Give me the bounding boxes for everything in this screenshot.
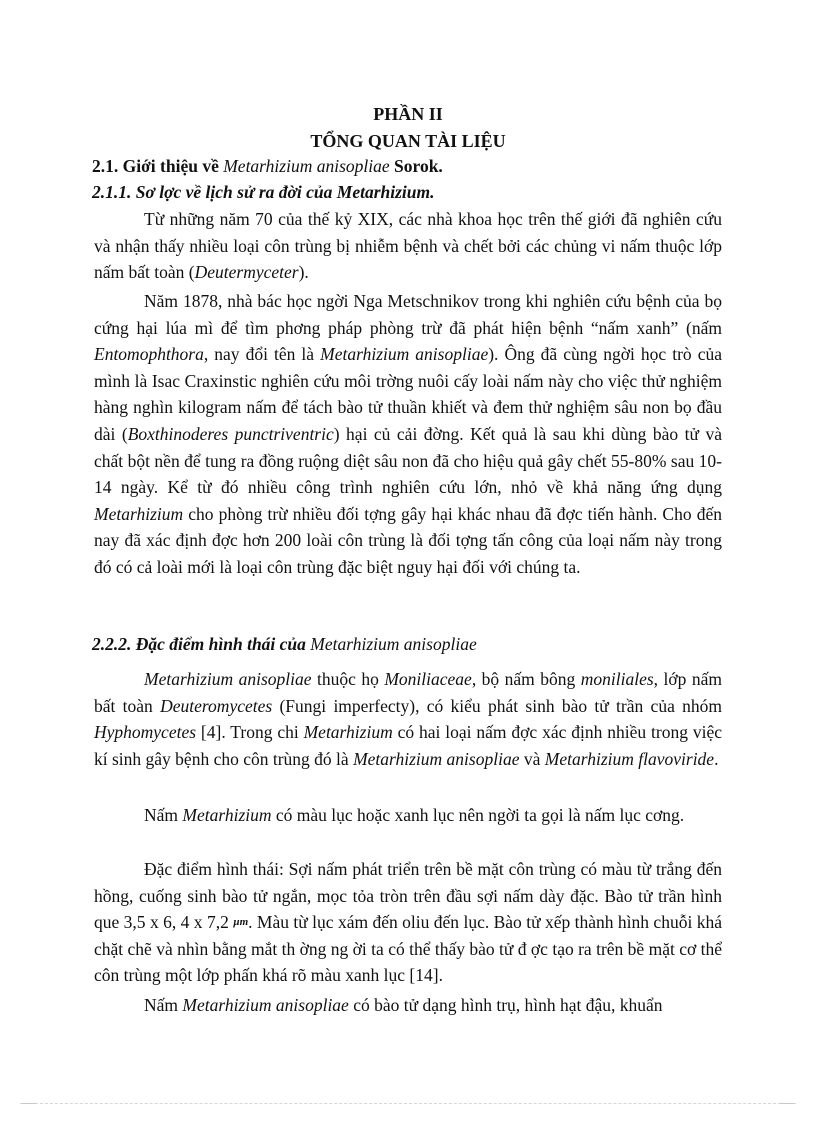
taxon-name: Metarhizium [303, 722, 393, 743]
text-run: . [714, 748, 719, 769]
text-run: thuộc họ [311, 669, 385, 689]
text-run: . Màu từ lục xám đến oliu đến lục. Bào tử xếp thành hình chuỗi khá chặt chẽ và nhìn bằng mắt th ờng ng ời ta có thể thấy bào tử đ ợc tạo ra trên bề mặt cơ thể côn trùng một lớp phấn khá rõ màu xanh lục [14]. [94, 912, 722, 986]
taxon-name: Moniliaceae [384, 669, 472, 689]
paragraph-history-intro [94, 206, 722, 286]
text-run: có hai loại nấm đợc xác định nhiều trong việc kí sinh gây bệnh cho côn trùng đó là [94, 722, 722, 769]
text-run: có bào tử dạng hình trụ, hình hạt đậu, khuẩn [348, 995, 663, 1015]
text-run: ). [298, 262, 309, 283]
taxon-name: Entomophthora [94, 344, 204, 365]
taxon-name: Hyphomycetes [94, 722, 197, 743]
text-run: Đặc điểm hình thái: Sợi nấm phát triển trên bề mặt côn trùng có màu từ trắng đến hồng, cuống sinh bào tử ngắn, mọc tỏa tròn trên đầu sợi nấm dày đặc. Bào tử trần hình que 3,5 x 6, 4 x 7,2 [94, 859, 722, 933]
section-number: 2.1. Giới thiệu về [92, 156, 219, 176]
paragraph-morphology [94, 856, 722, 989]
taxon-name: Metarhizium [94, 503, 184, 524]
taxon-name: Metarhizium anisopliae [144, 669, 312, 689]
text-run: [4]. Trong chi [196, 722, 304, 743]
page-corner-mark [780, 1085, 794, 1104]
species-name: Metarhizium anisopliae [310, 634, 477, 654]
author-name: Sorok. [394, 156, 443, 176]
text-run: , bộ nấm bông [471, 669, 581, 689]
taxon-name: Metarhizium anisopliae [353, 748, 520, 769]
document-title: TỔNG QUAN TÀI LIỆU [310, 131, 506, 151]
paragraph-spore-shape [94, 992, 722, 1019]
text-run: Năm 1878, nhà bác học ngời Nga Metschnikov trong khi nghiên cứu bệnh của bọ cứng hại lúa mì để tìm phơng pháp phòng trừ đã phát hiện bệnh “nấm xanh” (nấm [94, 291, 722, 338]
text-run: ). Ông đã cùng ngời học trò của mình là Isac Craxinstic nghiên cứu môi trờng nuôi cấy loài nấm này cho việc thử nghiệm hàng nghìn kilogram nấm để tách bào tử thuần khiết và đem thử nghiệm sâu non bọ đầu dài ( [94, 344, 723, 444]
page-corner-mark [22, 1085, 36, 1104]
text-run: cho phòng trừ nhiều đối tợng gây hại khác nhau đã đợc tiến hành. Cho đến nay đã xác định đợc hơn 200 loài côn trùng là đối tợng tấn công của loại nấm này trong đó có cả loài mới là loại côn trùng đặc biệt nguy hại đối với chúng ta. [94, 503, 722, 577]
text-run: và [519, 748, 545, 769]
text-run: có màu lục hoặc xanh lục nên ngời ta gọi là nấm lục cơng. [271, 805, 685, 825]
taxon-name: Deuteromycetes [160, 695, 273, 716]
paragraph-color [94, 802, 722, 829]
taxon-name: Deutermyceter [194, 262, 299, 283]
unit-symbol: µm [233, 916, 249, 929]
section-heading-2-2-2 [92, 634, 477, 655]
paragraph-metschnikov [94, 288, 722, 581]
text-run: Từ những năm 70 của thế kỷ XIX, các nhà khoa học trên thế giới đã nghiên cứu và nhận thấy nhiều loại côn trùng bị nhiễm bệnh và chết bởi các chủng vi nấm thuộc lớp nấm bất toàn ( [94, 209, 722, 283]
taxon-name: Metarhizium flavoviride [544, 748, 715, 769]
taxon-name: moniliales [580, 669, 654, 689]
taxon-name: Boxthinoderes punctriventric [127, 423, 334, 444]
part-title: PHẦN II [373, 104, 443, 124]
text-run: Nấm [144, 805, 183, 825]
taxon-name: Metarhizium [182, 805, 272, 825]
taxon-name: Metarhizium anisopliae [320, 344, 489, 365]
text-run: , nay đổi tên là [203, 344, 321, 365]
species-name: Metarhizium anisopliae [223, 156, 390, 176]
text-run: , lớp nấm bất toàn [94, 669, 722, 716]
paragraph-classification [94, 666, 722, 772]
text-run: Nấm [144, 995, 183, 1015]
text-run: (Fungi imperfecty), có kiểu phát sinh bào tử trần của nhóm [272, 695, 722, 716]
section-heading-2-1 [92, 156, 443, 177]
section-title: 2.2.2. Đặc điểm hình thái của [92, 634, 306, 654]
page-border-line [20, 1103, 796, 1104]
text-run: ) hại củ cải đờng. Kết quả là sau khi dùng bào tử và chất bột nền để tung ra đồng ruộng diệt sâu non đã cho hiệu quả gây chết 55-80% sau 10-14 ngày. Kể từ đó nhiều công trình nghiên cứu lớn, nhỏ về khả năng ứng dụng [94, 423, 722, 498]
taxon-name: Metarhizium anisopliae [182, 995, 349, 1015]
section-heading-2-1-1: 2.1.1. Sơ lợc về lịch sử ra đời của Metarhizium. [92, 182, 435, 202]
